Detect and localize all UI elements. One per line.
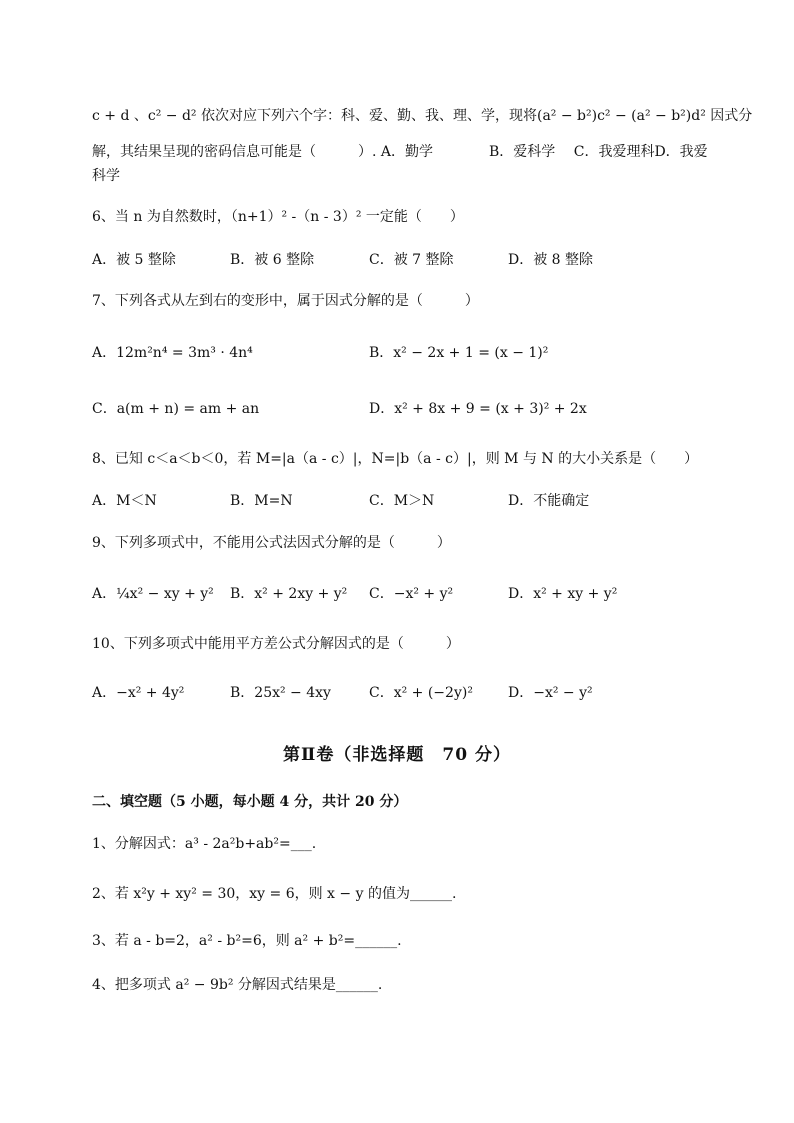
q6-option-d: D．被 8 整除 [508, 252, 594, 268]
q9-option-c: C．−x² + y² [369, 586, 454, 602]
fill-item-4: 4、把多项式 a² − 9b² 分解因式结果是______. [92, 977, 383, 993]
q6-stem: 6、当 n 为自然数时，（n+1）² -（n - 3）² 一定能（ ） [92, 209, 464, 225]
q8-option-d: D．不能确定 [508, 493, 590, 509]
q6-option-b: B．被 6 整除 [230, 252, 315, 268]
section-2-subtitle: 二、填空题（5 小题，每小题 4 分，共计 20 分） [92, 794, 408, 810]
q7-option-b: B．x² − 2x + 1 = (x − 1)² [369, 345, 549, 361]
q8-stem: 8、已知 c＜a＜b＜0，若 M=|a（a - c）|，N=|b（a - c）|，则 M 与 N 的大小关系是（ ） [92, 451, 699, 467]
q9-option-a: A．¼x² − xy + y² [92, 586, 214, 602]
q5-line-1: c + d 、c² − d² 依次对应下列六个字：科、爱、勤、我、理、学，现将(a² − b²)c² − (a² − b²)d² 因式分 [92, 108, 753, 124]
q10-option-d: D．−x² − y² [508, 685, 593, 701]
q5-line-3: 科学 [92, 168, 120, 184]
q10-stem: 10、下列多项式中能用平方差公式分解因式的是（ ） [92, 636, 460, 652]
q6-option-c: C．被 7 整除 [369, 252, 454, 268]
q9-option-d: D．x² + xy + y² [508, 586, 618, 602]
q7-stem: 7、下列各式从左到右的变形中，属于因式分解的是（ ） [92, 293, 479, 309]
section-2-title: 第Ⅱ卷（非选择题 70 分） [283, 745, 511, 765]
q7-option-d: D．x² + 8x + 9 = (x + 3)² + 2x [369, 401, 587, 417]
q10-option-b: B．25x² − 4xy [230, 685, 331, 701]
q9-option-b: B．x² + 2xy + y² [230, 586, 348, 602]
q5-line-2: 解，其结果呈现的密码信息可能是（ ）. A．勤学 B．爱科学 C．我爱理科D．我爱 [92, 144, 708, 160]
q10-option-c: C．x² + (−2y)² [369, 685, 473, 701]
q9-stem: 9、下列多项式中，不能用公式法因式分解的是（ ） [92, 535, 451, 551]
fill-item-2: 2、若 x²y + xy² = 30，xy = 6，则 x − y 的值为______. [92, 886, 457, 902]
q7-option-c: C．a(m + n) = am + an [92, 401, 260, 417]
q10-option-a: A．−x² + 4y² [92, 685, 185, 701]
q7-option-a: A．12m²n⁴ = 3m³ · 4n⁴ [92, 345, 253, 361]
q8-option-c: C．M＞N [369, 493, 435, 509]
q8-option-a: A．M＜N [92, 493, 157, 509]
fill-item-3: 3、若 a - b=2，a² - b²=6，则 a² + b²=______. [92, 933, 402, 949]
fill-item-1: 1、分解因式：a³ - 2a²b+ab²=___. [92, 836, 317, 852]
q8-option-b: B．M=N [230, 493, 293, 509]
q6-option-a: A．被 5 整除 [92, 252, 176, 268]
